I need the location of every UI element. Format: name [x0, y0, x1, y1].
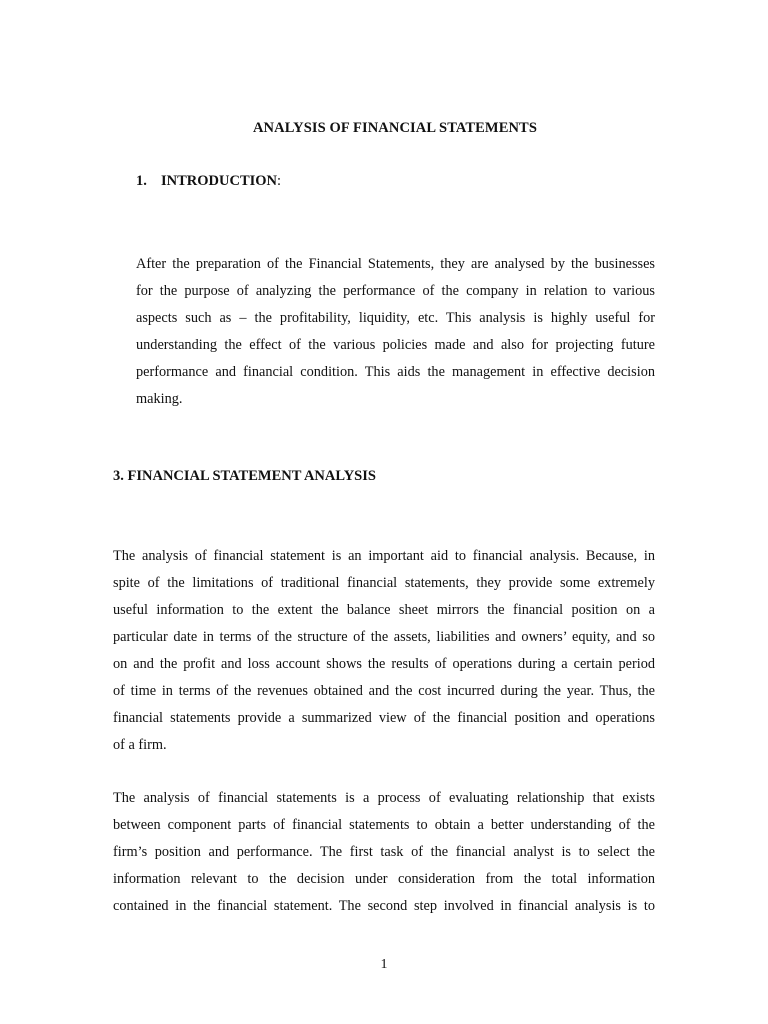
paragraph-line: information relevant to the decision under consideration from the total information — [113, 871, 655, 887]
section-heading: 3. FINANCIAL STATEMENT ANALYSIS — [113, 468, 376, 484]
analysis-paragraph-2 — [113, 785, 655, 920]
paragraph-line: on and the profit and loss account shows the results of operations during a certain period — [113, 656, 655, 672]
paragraph-line: performance and financial condition. This aids the management in effective decision — [136, 364, 655, 380]
introduction-heading-number: 1. — [136, 173, 147, 189]
paragraph-line: for the purpose of analyzing the performance of the company in relation to various — [136, 283, 655, 299]
paragraph-line: After the preparation of the Financial Statements, they are analysed by the businesses — [136, 256, 655, 272]
paragraph-line: making. — [136, 391, 183, 407]
paragraph-line: of time in terms of the revenues obtained and the cost incurred during the year. Thus, the — [113, 683, 655, 699]
paragraph-line: useful information to the extent the balance sheet mirrors the financial position on a — [113, 602, 655, 618]
paragraph-line: between component parts of financial statements to obtain a better understanding of the — [113, 817, 655, 833]
introduction-heading-text: INTRODUCTION — [161, 173, 278, 189]
analysis-paragraph-1 — [113, 543, 655, 759]
document-title: ANALYSIS OF FINANCIAL STATEMENTS — [252, 120, 537, 136]
paragraph-line: contained in the financial statement. The second step involved in financial analysis is to — [113, 898, 655, 914]
introduction-paragraph — [136, 251, 655, 413]
paragraph-line: firm’s position and performance. The first task of the financial analyst is to select the — [113, 844, 655, 860]
introduction-heading-colon: : — [277, 173, 282, 189]
paragraph-line: The analysis of financial statements is a process of evaluating relationship that exists — [113, 790, 655, 806]
introduction-heading — [136, 173, 281, 190]
paragraph-line: of a firm. — [113, 737, 167, 753]
paragraph-line: The analysis of financial statement is an important aid to financial analysis. Because, in — [113, 548, 655, 564]
paragraph-line: particular date in terms of the structure of the assets, liabilities and owners’ equity, and so — [113, 629, 655, 645]
page-number: 1 — [380, 957, 388, 972]
paragraph-line: spite of the limitations of traditional financial statements, they provide some extremely — [113, 575, 655, 591]
paragraph-line: financial statements provide a summarized view of the financial position and operations — [113, 710, 655, 726]
paragraph-line: aspects such as – the profitability, liquidity, etc. This analysis is highly useful for — [136, 310, 655, 326]
paragraph-line: understanding the effect of the various policies made and also for projecting future — [136, 337, 655, 353]
